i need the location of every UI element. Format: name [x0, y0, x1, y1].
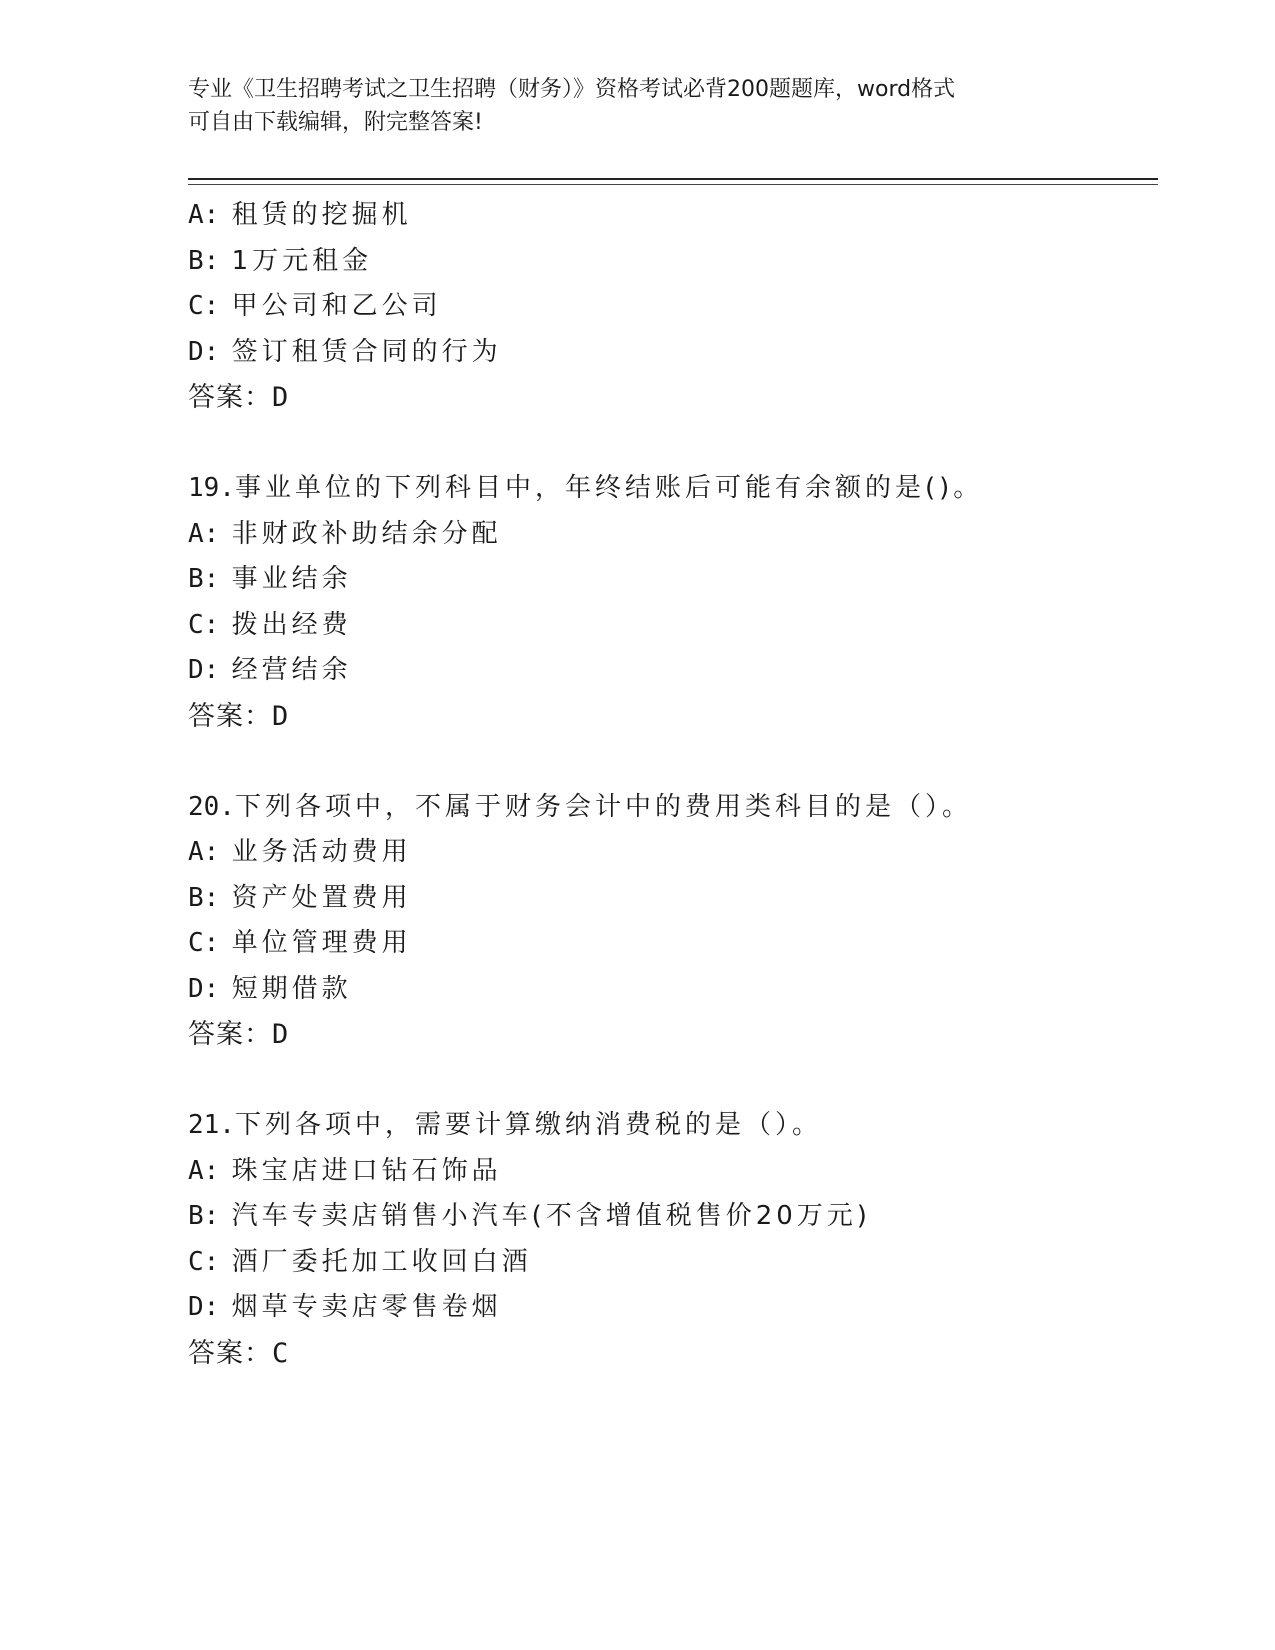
option-b — [188, 1194, 1158, 1240]
option-text: 短期借款 — [231, 973, 352, 1004]
question-stem — [188, 466, 1158, 512]
answer-label: 答案： — [188, 1337, 272, 1369]
header-line-2: 可自由下载编辑，附完整答案! — [188, 110, 483, 135]
option-text: 珠宝店进口钻石饰品 — [231, 1155, 502, 1186]
option-text: 甲公司和乙公司 — [231, 291, 442, 321]
question-text: 下列各项中，需要计算缴纳消费税的是（）。 — [234, 1110, 822, 1140]
option-label: C: — [188, 291, 220, 321]
answer-value: D — [272, 382, 290, 413]
option-b — [188, 557, 1158, 603]
header-divider-thin — [188, 184, 1158, 185]
answer-label: 答案： — [188, 382, 272, 413]
option-a — [188, 512, 1158, 558]
option-text: 签订租赁合同的行为 — [231, 336, 502, 367]
option-d — [188, 648, 1158, 694]
header-divider-thick — [188, 178, 1158, 180]
question-block-21 — [188, 1103, 1158, 1376]
answer-value: D — [272, 1019, 290, 1050]
option-a — [188, 193, 1158, 239]
question-text: 事业单位的下列科目中，年终结账后可能有余额的是()。 — [234, 473, 984, 503]
option-text: 汽车专卖店销售小汽车(不含增值税售价20万元) — [231, 1201, 871, 1231]
option-label: D: — [188, 336, 220, 367]
question-block-20 — [188, 785, 1158, 1058]
option-text: 1万元租金 — [231, 245, 373, 276]
option-text: 租赁的挖掘机 — [231, 200, 412, 230]
answer-value: D — [272, 700, 290, 732]
question-list — [188, 193, 1158, 1376]
option-text: 拨出经费 — [231, 609, 352, 640]
option-text: 经营结余 — [231, 655, 352, 685]
option-a — [188, 830, 1158, 876]
header-line-1: 专业《卫生招聘考试之卫生招聘（财务）》资格考试必背200题题库，word格式 — [188, 77, 956, 102]
option-d — [188, 330, 1158, 376]
answer-label: 答案： — [188, 700, 272, 732]
question-stem — [188, 785, 1158, 831]
question-number: 21. — [188, 1110, 235, 1140]
option-c — [188, 1240, 1158, 1286]
question-block-partial — [188, 193, 1158, 421]
option-text: 事业结余 — [231, 564, 352, 594]
option-c — [188, 284, 1158, 330]
option-a — [188, 1149, 1158, 1195]
option-text: 资产处置费用 — [231, 882, 412, 913]
option-b — [188, 876, 1158, 922]
option-label: A: — [188, 200, 220, 230]
option-text: 单位管理费用 — [231, 928, 412, 958]
option-c — [188, 603, 1158, 649]
option-b — [188, 239, 1158, 285]
option-d — [188, 1285, 1158, 1331]
option-label: A: — [188, 837, 220, 867]
option-label: D: — [188, 655, 220, 685]
option-label: C: — [188, 928, 220, 958]
question-stem — [188, 1103, 1158, 1149]
document-header — [188, 73, 1068, 139]
question-text: 下列各项中，不属于财务会计中的费用类科目的是（）。 — [234, 791, 972, 822]
option-label: B: — [188, 564, 220, 594]
question-number: 20. — [188, 791, 235, 822]
answer-line — [188, 375, 1158, 421]
option-text: 酒厂委托加工收回白酒 — [231, 1246, 532, 1277]
answer-line — [188, 694, 1158, 740]
option-c — [188, 921, 1158, 967]
answer-line — [188, 1012, 1158, 1058]
option-d — [188, 967, 1158, 1013]
option-label: A: — [188, 518, 220, 549]
answer-label: 答案： — [188, 1019, 272, 1050]
option-label: C: — [188, 1246, 220, 1277]
option-label: B: — [188, 1201, 220, 1231]
question-number: 19. — [188, 473, 235, 503]
option-label: D: — [188, 973, 220, 1004]
option-text: 非财政补助结余分配 — [231, 518, 502, 549]
option-label: C: — [188, 609, 220, 640]
option-text: 业务活动费用 — [231, 837, 412, 867]
answer-line — [188, 1331, 1158, 1377]
answer-value: C — [272, 1337, 290, 1369]
option-text: 烟草专卖店零售卷烟 — [231, 1292, 502, 1322]
option-label: B: — [188, 245, 220, 276]
option-label: D: — [188, 1292, 220, 1322]
question-block-19 — [188, 466, 1158, 739]
option-label: A: — [188, 1155, 220, 1186]
option-label: B: — [188, 882, 220, 913]
